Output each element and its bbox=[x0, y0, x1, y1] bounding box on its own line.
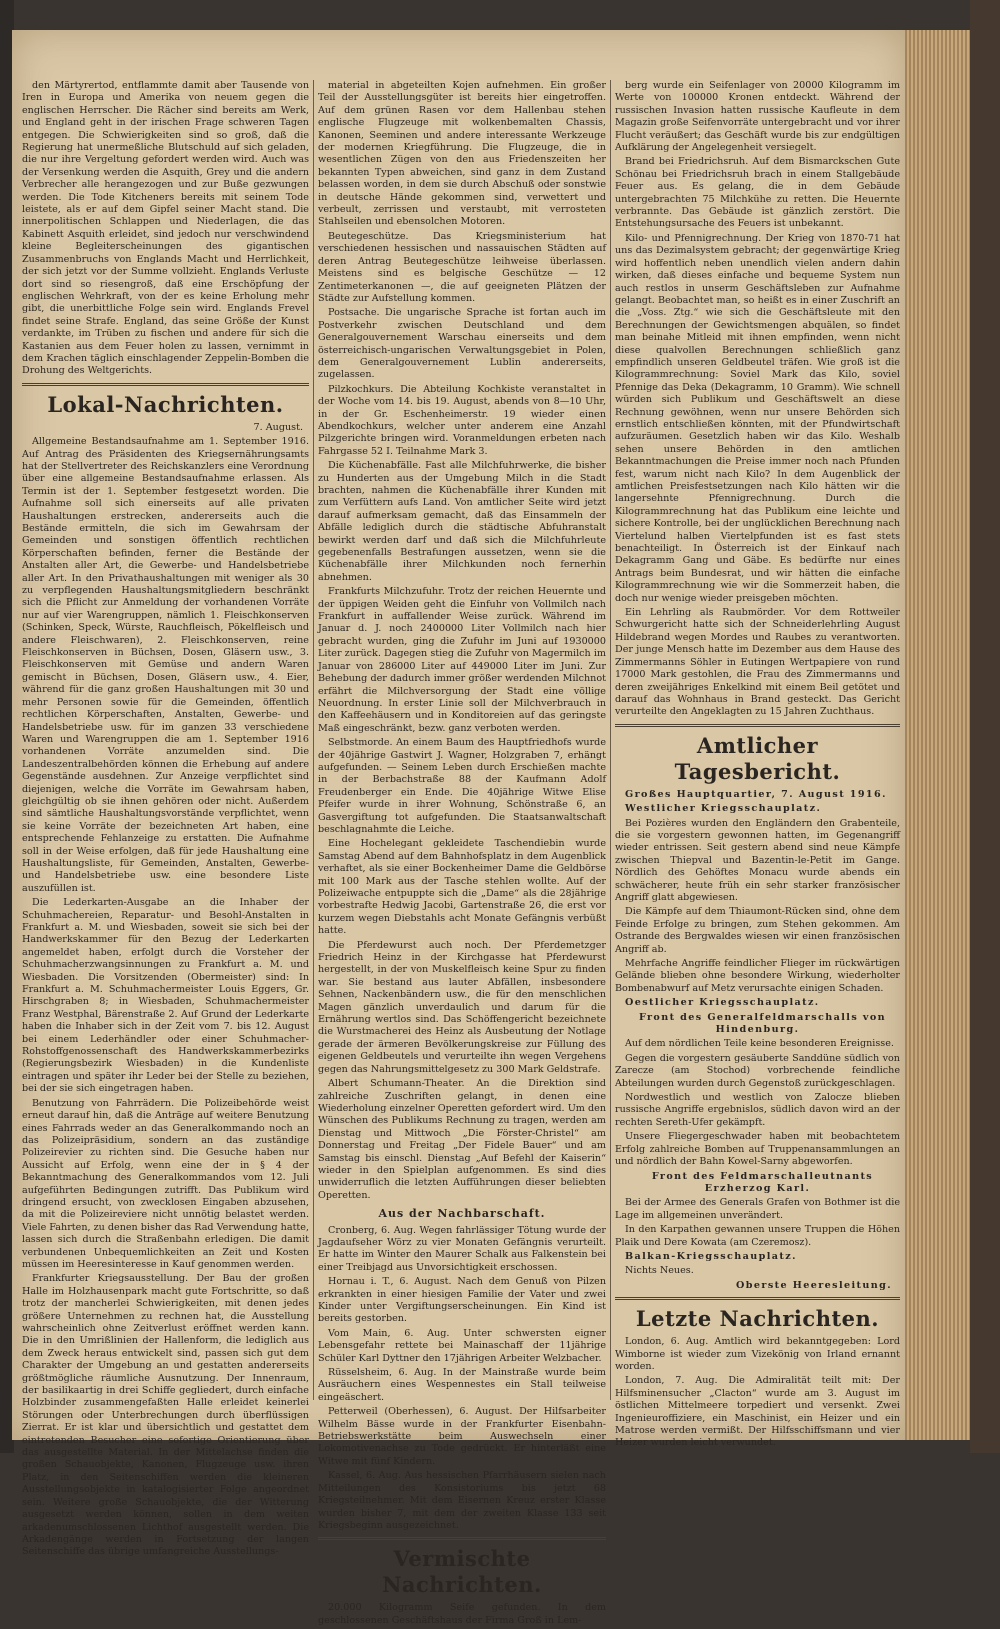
article-text: London, 7. Aug. Die Admiralität teilt mit: Der Hilfsminensucher „Clacton“ wurde am 3. August im östlichen Mittelmeere torpediert und versenkt. Zwei Ingenieuroffiziere, ein Maschinist, ein Heizer und ein Matrose werden vermißt. Der Hilfsschiffsmann und vier Heizer wurden leicht verwundet. bbox=[615, 1375, 900, 1449]
column-3 bbox=[615, 80, 900, 1452]
article-text: berg wurde ein Seifenlager von 20000 Kilogramm im Werte von 100000 Kronen entdeckt. Während der russischen Invasion hatten russische Kaufleute in dem Magazin große Seifenvorräte untergebracht und vor ihrer Flucht veräußert; das Geschäft wurde bis zur endgültigen Aufklärung der Angelegenheit versiegelt. bbox=[615, 80, 900, 154]
article-text: Brand bei Friedrichsruh. Auf dem Bismarckschen Gute Schönau bei Friedrichsruh brach in einem Stallgebäude Feuer aus. Es gelang, die in dem Gebäude untergebrachten 75 Milchkühe zu retten. Die Heuernte verbrannte. Das Gebäude ist gänzlich zerstört. Die Entstehungsursache des Feuers ist unbekannt. bbox=[615, 156, 900, 230]
column-rule bbox=[313, 80, 314, 1400]
sub-heading: Aus der Nachbarschaft. bbox=[378, 1207, 546, 1221]
article-text: Die Küchenabfälle. Fast alle Milchfuhrwerke, die bisher zu Hunderten aus der Umgebung Milch in die Stadt brachten, nahmen die Küchenabfälle ihrer Kunden mit zum Verfüttern aufs Land. Von amtlicher Seite wird jetzt darauf aufmerksam gemacht, daß das Einsammeln der Abfälle lediglich durch die städtische Abfuhranstalt bewirkt werden darf und daß sich die Milchfuhrleute gegebenenfalls Bestrafungen aussetzen, wenn sie die Küchenabfälle ihrer Milchkunden noch fernerhin abnehmen. bbox=[318, 460, 606, 583]
article-text: Kilo- und Pfennigrechnung. Der Krieg von 1870-71 hat uns das Dezimalsystem gebracht; der gegenwärtige Krieg wird hoffentlich neben unendlich vielen andern dahin wirken, daß dieses einfache und bequeme System nun auch restlos in unserm Geschäftsleben zur Aufnahme gelangt. Beobachtet man, so heißt es in einer Zuschrift an die „Voss. Ztg.“ wie sich die Geschäftsleute mit den Berechnungen der Gewichtsmengen abquälen, so findet man beinahe Mitleid mit ihnen empfinden, wenn nicht diese qualvollen Berechnungen schließlich ganz empfindlich unseren Geldbeutel träfen. Wie groß ist die Kilogrammrechnung: Soviel Mark das Kilo, soviel Pfennige das Deka (Dekagramm, 10 Gramm). Wie schnell würden sich Publikum und Geschäftswelt an diese Rechnung gewöhnen, wenn nur unsere Behörden sich ernstlich entschließen könnten, mit der Pfundwirtschaft aufzuräumen. Gesetzlich haben wir das Kilo. Weshalb sehen unsere Behörden in den amtlichen Bekanntmachungen die Preise immer noch nach Pfunden fest, warum nicht nach Kilo? In dem Augenblick der amtlichen Preisfestsetzungen nach Kilo hätten wir die langersehnte Pfennigrechnung. Durch die Kilogrammrechnung hat das Publikum eine leichte und sichere Kontrolle, bei der unglücklichen Berechnung nach Viertelund halben Viertelpfunden ist es fast stets benachteiligt. In Österreich ist der Einkauf nach Dekagramm Gang und Gäbe. Es bedürfte nur eines Antrags beim Bundesrat, und wir hätten die einfache Kilogrammrechnung wie wir die Sommerzeit haben, die doch nur wenige wieder preisgeben möchten. bbox=[615, 232, 900, 604]
article-text: Bei Pozières wurden den Engländern den Grabenteile, die sie vorgestern gewonnen hatten, im Gegenangriff wieder entrissen. Seit gestern abend sind neue Kämpfe zwischen Thiepval und Bazentin-le-Petit im Gange. Nördlich des Gehöftes Monacu wurde abends ein schwächerer, heute früh ein sehr starker französischer Angriff glatt abgewiesen. bbox=[615, 817, 900, 903]
article-text: Die Pferdewurst auch noch. Der Pferdemetzger Friedrich Heinz in der Kirchgasse hat Pferdewurst hergestellt, in der von Muskelfleisch keine Spur zu finden war. Sie bestand aus lauter Abfällen, insbesondere Sehnen, Nackenbändern usw., die für den menschlichen Magen gänzlich unverdaulich und darum für die Ernährung wertlos sind. Das Schöffengericht bezeichnete die Wurstmacherei des Heinz als Ausbeutung der Notlage gerade der ärmeren Bevölkerungskreise zur Füllung des eigenen Geldbeutels und verurteilte ihn wegen Vergehens gegen das Nahrungsmittelgesetz zu 300 Mark Geldstrafe. bbox=[318, 939, 606, 1075]
article-text: Die Kämpfe auf dem Thiaumont-Rücken sind, ohne dem Feinde Erfolge zu bringen, zum Stehen gekommen. Am Ostrande des Bergwaldes wiesen wir einen französischen Angriff ab. bbox=[615, 906, 900, 955]
article-text: Nichts Neues. bbox=[625, 1265, 694, 1277]
article-text: Frankfurts Milchzufuhr. Trotz der reichen Heuernte und der üppigen Weiden geht die Einfuhr von Vollmilch nach Frankfurt in auffallender Weise zurück. Während im Januar d. J. noch 2400000 Liter Vollmilch nach hier gebracht wurden, ging die Zufuhr im Juni auf 1930000 Liter zurück. Dagegen stieg die Zufuhr von Magermilch im Januar von 286000 Liter auf 449000 Liter im Juni. Zur Behebung der dadurch immer größer werdenden Milchnot erfährt die Milchversorgung der Stadt eine völlige Neuordnung. In erster Linie soll der Milchverbrauch in den Kaffeehäusern und in Konditoreien auf das geringste Maß eingeschränkt, bezw. ganz verboten werden. bbox=[318, 586, 606, 734]
front-heading: Oestlicher Kriegsschauplatz. bbox=[625, 997, 820, 1009]
article-text: 20.000 Kilogramm Seife gefunden. In dem geschlossenen Geschäftshaus der Firma Groß in Lem- bbox=[318, 1602, 606, 1626]
front-heading: Westlicher Kriegsschauplatz. bbox=[625, 803, 822, 815]
article-text: Mehrfache Angriffe feindlicher Flieger im rückwärtigen Gelände blieben ohne besondere Wirkung, wiederholter Bombenabwurf auf Metz verursachte einigen Schaden. bbox=[615, 958, 900, 994]
article-text: Selbstmorde. An einem Baum des Hauptfriedhofs wurde der 40jährige Gastwirt J. Wagner, Holzgraben 7, erhängt aufgefunden. — Seinem Leben durch Erschießen machte in der Berbachstraße 88 der Kaufmann Adolf Freudenberger ein Ende. Die 40jährige Witwe Elise Pfeifer wurde in ihrer Wohnung, Schönstraße 6, an Gasvergiftung tot aufgefunden. Die Staatsanwaltschaft beschlagnahmte die Leiche. bbox=[318, 737, 606, 835]
article-text: Benutzung von Fahrrädern. Die Polizeibehörde weist erneut darauf hin, daß die Anträge auf weitere Benutzung eines Fahrrads weder an das Generalkommando noch an das Polizeipräsidium, sondern an das zuständige Polizeirevier zu richten sind. Die Gesuche haben nur Aussicht auf Erfolg, wenn eine der in § 4 der Bekanntmachung des Generalkommandos vom 12. Juli aufgeführten Bedingungen zutrifft. Das Publikum wird dringend ersucht, von zwecklosen Eingaben abzusehen, da mit die Polizeireviere nicht unnötig belastet werden. Viele Fahrten, zu denen bisher das Rad Verwendung hatte, lassen sich durch die Straßenbahn erledigen. Die damit verbundenen Unbequemlichkeiten an Zeit und Kosten müssen im Heeresinteresse in Kauf genommen werden. bbox=[22, 1097, 310, 1270]
article-text: Albert Schumann-Theater. An die Direktion sind zahlreiche Zuschriften gelangt, in denen eine Wiederholung einzelner Operetten gefordert wird. Um den Wünschen des Publikums Rechnung zu tragen, werden am Dienstag und Mittwoch „Die Förster-Christel“ am Donnerstag und Freitag „Der Fidele Bauer“ und am Samstag bis einschl. Dienstag „Auf Befehl der Kaiserin“ wieder in den Spielplan aufgenommen. Es sind dies unwiderruflich die letzten Aufführungen dieser beliebten Operetten. bbox=[318, 1078, 606, 1201]
article-text: Bei der Armee des Generals Grafen von Bothmer ist die Lage im allgemeinen unverändert. bbox=[615, 1197, 900, 1221]
section-heading: Amtlicher Tagesbericht. bbox=[674, 732, 841, 784]
front-heading: Front des Feldmarschalleutnants Erzherzog Karl. bbox=[651, 1170, 874, 1194]
column-1 bbox=[22, 80, 309, 1561]
dateline: 7. August. bbox=[253, 421, 303, 433]
article-text: Nordwestlich und westlich von Zalocze blieben russische Angriffe ergebnislos, südlich davon wird an der rechten Sereth-Ufer gekämpft. bbox=[615, 1092, 900, 1128]
article-text: den Märtyrertod, entflammte damit aber Tausende von Iren in Europa und Amerika von neuem gegen die englischen Herrscher. Die Rächer sind bereits am Werk, und England geht in der irischen Frage schweren Tagen entgegen. Die Schwierigkeiten sind so groß, daß die Regierung hat unermeßliche Blutschuld auf sich geladen, die nur ihre Vergeltung gefordert werden wird. Auch was der Versenkung werden die Asquith, Grey und die andern Verbrecher alle herangezogen und zur Buße gezwungen werden. Die Tode Kitcheners bereits mit seinem Tode leistete, als er auf dem Gipfel seiner Macht stand. Die innerpolitischen Schlappen und Niederlagen, die das Kabinett Asquith erleidet, sind jedoch nur verschwindend kleine Begleiterscheinungen des gigantischen Zusammenbruchs von Englands Macht und Herrlichkeit, der sich jetzt vor der Summe vollzieht. Englands Verluste dort sind so riesengroß, daß eine Erschöpfung der englischen Wehrkraft, von der es keine Erholung mehr gibt, die unerbittliche Folge sein wird. Englands Frevel findet seine Strafe. England, das seine Größe der Kunst verdankte, im Trüben zu fischen und andere für sich die Kastanien aus dem Feuer holen zu lassen, vernimmt in dem Krachen täglich einschlagender Zeppelin-Bomben die Drohung des Weltgerichts. bbox=[22, 80, 309, 377]
article-text: Pilzkochkurs. Die Abteilung Kochkiste veranstaltet in der Woche vom 14. bis 19. August, abends von 8—10 Uhr, in der Gr. Eschenheimerstr. 19 wieder einen Abendkochkurs, welcher unter anderem eine Anzahl Pilzgerichte bringen wird. Voranmeldungen erbeten nach Fahrgasse 52 I. Teilnahme Mark 3. bbox=[318, 383, 606, 457]
article-text: Eine Hochelegant gekleidete Taschendiebin wurde Samstag Abend auf dem Bahnhofsplatz in dem Augenblick verhaftet, als sie einer Bockenheimer Dame die Geldbörse mit 100 Mark aus der Tasche stehlen wollte. Auf der Polizeiwache entpuppte sich die „Dame“ als die 28jährige vorbestrafte Hedwig Jacobi, Gartenstraße 26, die erst vor kurzem wegen Diebstahls acht Monate Gefängnis verbüßt hatte. bbox=[318, 838, 606, 937]
article-text: Beutegeschütze. Das Kriegsministerium hat verschiedenen hessischen und nassauischen Städten auf deren Antrag Beutegeschütze leihweise überlassen. Meistens sind es belgische Geschütze — 12 Zentimeterkanonen —, die auf geeigneten Plätzen der Städte zur Aufstellung kommen. bbox=[318, 230, 606, 304]
article-text: Rüsselsheim, 6. Aug. In der Mainstraße wurde beim Ausräuchern eines Wespennestes ein Stall teilweise eingeäschert. bbox=[318, 1367, 606, 1403]
article-text: London, 6. Aug. Amtlich wird bekanntgegeben: Lord Wimborne ist wieder zum Vizekönig von Irland ernannt worden. bbox=[615, 1336, 900, 1372]
article-text: In den Karpathen gewannen unsere Truppen die Höhen Plaik und Dere Kowata (am Czeremosz). bbox=[615, 1224, 900, 1248]
front-heading: Balkan-Kriegsschauplatz. bbox=[625, 1250, 797, 1262]
article-text: Hornau i. T., 6. August. Nach dem Genuß von Pilzen erkrankten in einer hiesigen Familie der Vater und zwei Kinder unter Vergiftungserscheinungen. Ein Kind ist bereits gestorben. bbox=[318, 1276, 606, 1325]
article-text: Auf dem nördlichen Teile keine besonderen Ereignisse. bbox=[625, 1038, 894, 1050]
article-text: Die Lederkarten-Ausgabe an die Inhaber der Schuhmachereien, Reparatur- und Besohl-Anstalten in Frankfurt a. M. und Wiesbaden, soweit sie sich bei der Handwerkskammer für den Bezug der Lederkarten angemeldet haben, erfolgt durch die Vorsteher der Schuhmacherzwangsinnungen zu Frankfurt a. M. und Wiesbaden. Die Vorsitzenden (Obermeister) sind: In Frankfurt a. M. Schuhmachermeister Louis Eggers, Gr. Hirschgraben 8; in Wiesbaden, Schuhmachermeister Franz Westphal, Bärenstraße 2. Auf Grund der Lederkarte haben die Inhaber sich in der Zeit vom 7. bis 12. August bei einem Lederhändler oder einer Schuhmacher-Rohstoffgenossenschaft des Handwerkskammerbezirks (Regierungsbezirk Wiesbaden) in die Kundenliste eintragen und später ihr Leder bei der Stelle zu beziehen, bei der sie sich eingetragen haben. bbox=[22, 897, 309, 1095]
signature: Oberste Heeresleitung. bbox=[736, 1279, 892, 1291]
article-text: Unsere Fliegergeschwader haben mit beobachtetem Erfolg zahlreiche Bomben auf Truppenansammlungen an und nördlich der Bahn Kowel-Sarny abgeworfen. bbox=[615, 1131, 900, 1168]
page-stack-edge bbox=[905, 30, 970, 1440]
front-heading: Front des Generalfeldmarschalls von Hindenburg. bbox=[638, 1011, 887, 1036]
article-text: Petterweil (Oberhessen), 6. August. Der Hilfsarbeiter Wilhelm Bässe wurde in der Frankfurter Eisenbahn-Betriebswerkstätte beim Auswechseln einer Lokomotivenachse zu Tode gedrückt. Er hinterläßt eine Witwe mit fünf Kindern. bbox=[318, 1406, 606, 1467]
book-cover-edge bbox=[970, 0, 1000, 1453]
divider bbox=[318, 1537, 606, 1540]
article-text: Cronberg, 6. Aug. Wegen fahrlässiger Tötung wurde der Jagdaufseher Wörz zu vier Monaten Gefängnis verurteilt. Er hatte im Winter den Maurer Schalk aus Falkenstein bei einer Treibjagd aus Unvorsichtigkeit erschossen. bbox=[318, 1224, 606, 1273]
column-rule bbox=[610, 80, 611, 1400]
section-heading: Letzte Nachrichten. bbox=[635, 1306, 880, 1332]
article-text: Gegen die vorgestern gesäuberte Sanddüne südlich von Zarecze (am Stochod) vorbrechende feindliche Abteilungen wurden durch Gegenstoß zurückgeschlagen. bbox=[615, 1052, 900, 1089]
divider bbox=[615, 724, 900, 727]
article-text: material in abgeteilten Kojen aufnehmen. Ein großer Teil der Ausstellungsgüter ist bereits hier eingetroffen. Auf dem grünen Rasen vor dem Hallenbau stehen englische Flugzeuge mit wolkenbemalten Chassis, Kanonen, Seeminen und andere interessante Werkzeuge der modernen Kriegführung. Die Flugzeuge, die in wesentlichen Zügen von den aus Friedenszeiten her bekannten Typen abweichen, sind ganz in dem Zustand belassen worden, in dem sie durch Abschuß oder sonstwie in deutsche Hände gekommen sind, verwettert und verbeult, zerrissen und verstaubt, mit verrosteten Stahlseilen und ebensolchen Motoren. bbox=[318, 80, 606, 228]
column-2 bbox=[318, 80, 606, 1629]
article-text: Kassel, 6. Aug. Aus hessischen Pfarrhäusern sielen nach Mitteilungen des Konsistoriums bis jetzt 68 Kriegsteilnehmer. Mit dem Eisernen Kreuz erster Klasse wurden bisher 7, mit dem der zweiten Klasse 133 seit Kriegsbeginn ausgezeichnet. bbox=[318, 1470, 606, 1531]
article-text: Vom Main, 6. Aug. Unter schwersten eigner Lebensgefahr rettete bei Mainaschaff der 11jährige Schüler Karl Dyttner den 17jährigen Arbeiter Welzbacher. bbox=[318, 1327, 606, 1364]
newspaper-page bbox=[12, 30, 905, 1626]
article-text: Postsache. Die ungarische Sprache ist fortan auch im Postverkehr zwischen Deutschland und dem Generalgouvernement Warschau einerseits und dem österreichisch-ungarischen Verwaltungsgebiet in Polen, dem Generalgouvernement Lublin andererseits, zugelassen. bbox=[318, 307, 606, 381]
section-heading: Lokal-Nachrichten. bbox=[47, 391, 284, 417]
divider bbox=[22, 383, 309, 386]
dateline: Großes Hauptquartier, 7. August 1916. bbox=[625, 788, 887, 800]
article-text: Allgemeine Bestandsaufnahme am 1. September 1916. Auf Antrag des Präsidenten des Kriegsernährungsamts hat der Stellvertreter des Reichskanzlers eine Verordnung über eine allgemeine Bestandsaufnahme erlassen. Als Termin ist der 1. September festgesetzt worden. Die Aufnahme soll sich einerseits auf alle privaten Haushaltungen erstrecken, andererseits auch die Bestände ermitteln, die sich im Gewahrsam der Gemeinden und sonstigen öffentlich rechtlichen Körperschaften befinden, ferner die Bestände der Anstalten aller Art, die Gewerbe- und Handelsbetriebe aller Art. In den Privathaushaltungen mit weniger als 30 zu verpflegenden Haushaltungsmitgliedern beschränkt sich die Pflicht zur Anmeldung der vorhandenen Vorräte nur auf vier Warengruppen, nämlich 1. Fleischkonserven (Schinken, Speck, Würste, Rauchfleisch, Pökelfleisch und andere Fleischwaren), 2. Fleischkonserven, reine Fleischkonserven in Büchsen, Dosen, Gläsern usw., 3. Fleischkonserven mit Gemüse und andern Waren gemischt in Büchsen, Dosen, Gläsern usw., 4. Eier, während für die ganz großen Haushaltungen mit 30 und mehr Personen sowie für die Gemeinden, öffentlich rechtlichen Körperschaften, Anstalten, Gewerbe- und Handelsbetriebe usw. für im ganzen 33 verschiedene Waren und Warengruppen die am 1. September 1916 vorhandenen Vorräte anzumelden sind. Die Landeszentralbehörden können die Erhebung auf andere Gegenstände ausdehnen. Zur Anzeige verpflichtet sind diejenigen, welche die Vorräte im Gewahrsam haben, gleichgültig ob sie ihnen gehören oder nicht. Außerdem sind sämtliche Haushaltungsvorstände verpflichtet, wenn sie keine Vorräte der bezeichneten Art haben, eine entsprechende Fehlanzeige zu erstatten. Die Aufnahme soll in der Weise erfolgen, daß für jede Haushaltung eine Haushaltungsliste, für Gemeinden, Anstalten, Gewerbe- und Handelsbetriebe usw. eine besondere Liste auszufüllen ist. bbox=[22, 436, 309, 894]
article-text: Frankfurter Kriegsausstellung. Der Bau der großen Halle im Holzhausenpark macht gute Fortschritte, so daß trotz der mancherlei Schwierigkeiten, mit denen jedes größere Unternehmen zu rechnen hat, die Ausstellung wahrscheinlich ohne Zeitverlust eröffnet werden kann. Die in den Umrißlinien der Hallenform, die lediglich aus dem Zweck heraus entwickelt sind, passen sich gut dem Charakter der Umgebung an und gestatten andererseits größtmögliche räumliche Ausnutzung. Der Innenraum, der basilikaartig in drei Schiffe gegliedert, durch einfache Holzbinder zusammengefaßten Halle erleidet keinerlei Störungen oder Unterbrechungen durch überflüssigen Zierrat. Er ist klar und übersichtlich und gestattet dem eintretenden Besucher eine sofortige Orientierung über das ausgestellte Material. In der Mittelachse finden die großen Schauobjekte, Kanonen, Flugzeuge usw. ihren Platz, in den Seitenschiffen werden die kleineren Ausstellungsobjekte in katalogisierter Folge angeordnet sein. Weitere große Schauobjekte, die der Witterung ausgesetzt werden können, sollen in dem weiten arkadenumschlossenen Lichthof ausgestellt werden. Die Arkadengänge werden in Fortsetzung der langen Seitenschiffe das übrige umfangreiche Ausstellungs- bbox=[22, 1273, 309, 1558]
divider bbox=[615, 1297, 900, 1300]
article-text: Ein Lehrling als Raubmörder. Vor dem Rottweiler Schwurgericht hatte sich der Schneiderlehrling August Hildebrand wegen Mordes und Raubes zu verantworten. Der junge Mensch hatte im Dezember aus dem Hause des Zimmermanns Söhler in Eutingen Wertpapiere von rund 17000 Mark gestohlen, die Frau des Zimmermanns und deren zweijähriges Enkelkind mit einem Beil getötet und darauf das Wohnhaus in Brand gesteckt. Das Gericht verurteilte den Angeklagten zu 15 Jahren Zuchthaus. bbox=[615, 607, 900, 718]
section-heading: Vermischte Nachrichten. bbox=[382, 1546, 542, 1598]
